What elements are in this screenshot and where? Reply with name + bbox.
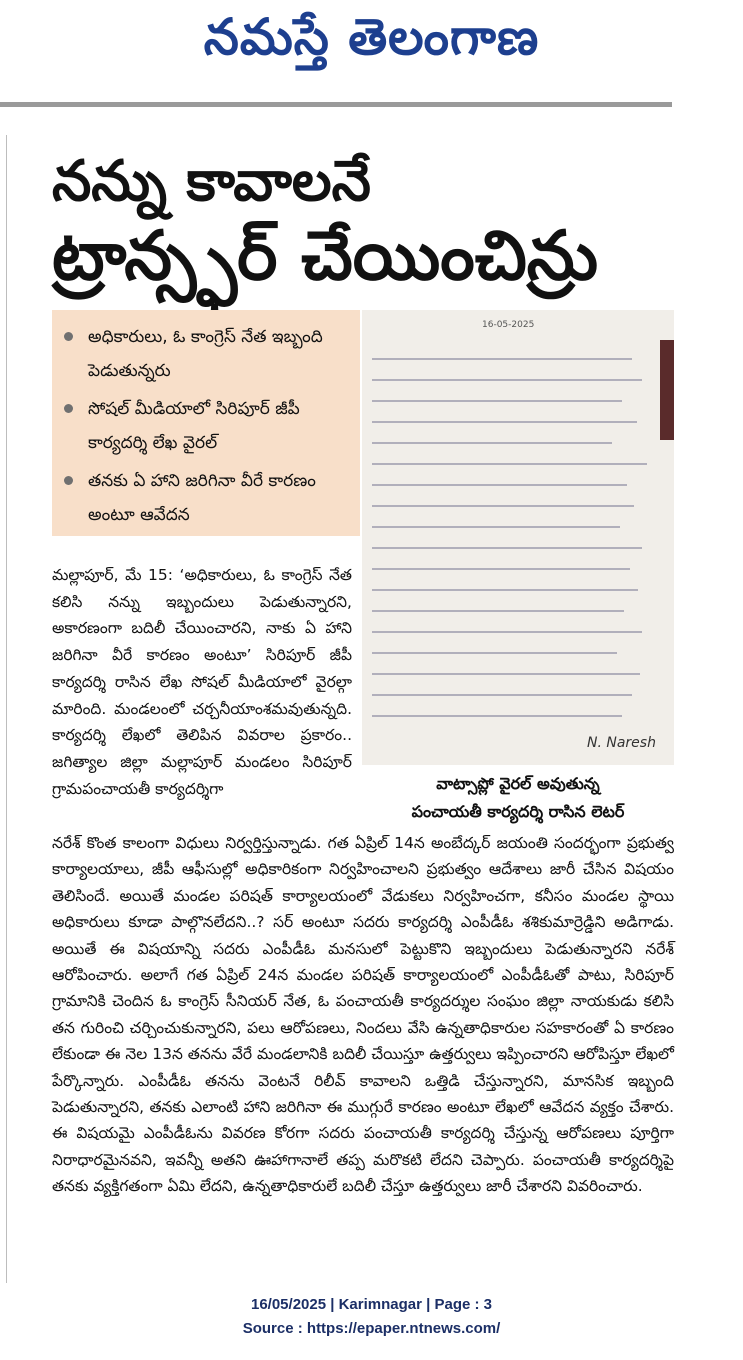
highlight-item <box>64 320 356 388</box>
masthead <box>0 0 743 100</box>
handwriting-stroke <box>372 610 624 612</box>
caption-line-1: వాట్సాప్లో వైరల్ అవుతున్న <box>436 774 600 793</box>
highlight-text: సోషల్ మీడియాలో సిరిపూర్ జీపీ కార్యదర్శి లేఖ వైరల్ <box>88 399 300 453</box>
handwriting-stroke <box>372 589 638 591</box>
highlight-text: అధికారులు, ఓ కాంగ్రెస్ నేత ఇబ్బంది పెడుతున్నరు <box>88 327 323 381</box>
headline-line-2: ట్రాన్స్ఫర్ చేయించిన్రు <box>52 217 599 296</box>
handwriting-stroke <box>372 631 642 633</box>
handwriting-stroke <box>372 526 620 528</box>
highlight-text: తనకు ఏ హాని జరిగినా వీరే కారణం అంటూ ఆవేదన <box>88 471 316 525</box>
handwriting-stroke <box>372 379 642 381</box>
article-body-intro: మల్లాపూర్, మే 15: ‘అధికారులు, ఓ కాంగ్రెస్ నేత కలిసి నన్ను ఇబ్బందులు పెడుతున్నారని, అకారణంగా బదిలీ చేయించారని, నాకు ఏ హాని జరిగినా వీరే కారణం అంటూ’ సిరిపూర్ జీపీ కార్యదర్శి రాసిన లేఖ సోషల్ మీడియాలో వైరల్గా మారింది. మండలంలో చర్చనీయాంశమవుతున్నది. కార్యదర్శి లేఖలో తెలిపిన వివరాల ప్రకారం.. జగిత్యాల జిల్లా మల్లాపూర్ మండలం సిరిపూర్ గ్రామపంచాయతీ కార్యదర్శిగా <box>52 566 352 798</box>
letter-date: 16-05-2025 <box>482 320 535 330</box>
footer-source: Source : https://epaper.ntnews.com/ <box>242 1320 501 1337</box>
handwriting-stroke <box>372 358 632 360</box>
highlight-item <box>64 392 356 460</box>
column-rule <box>6 135 7 1283</box>
handwriting-stroke <box>372 694 632 696</box>
handwriting-stroke <box>372 547 642 549</box>
letter-photo <box>362 310 674 765</box>
masthead-divider <box>0 102 672 107</box>
highlights-box <box>52 310 360 536</box>
handwriting-stroke <box>372 442 612 444</box>
headline-line-1: నన్ను కావాలనే <box>52 149 371 214</box>
article-body: నరేశ్ కొంత కాలంగా విధులు నిర్వర్తిస్తున్నాడు. గత ఏప్రిల్ 14న అంబేద్కర్ జయంతి సందర్భంగా ప్రభుత్వ కార్యాలయాలు, జీపీ ఆఫీసుల్లో అధికారికంగా నిర్వహించాలని ప్రభుత్వం ఆదేశాలు జారీ చేసిన విషయం తెలిసిందే. అయితే మండల పరిషత్ కార్యాలయంలో వేడుకలు నిర్వహించగా, కనీసం మండల స్థాయి అధికారులు కూడా పాల్గొనలేదని..? సర్ అంటూ సదరు కార్యదర్శి ఎంపీడీఓ శశికుమార్రెడ్డిని అడిగాడు. అయితే ఈ విషయాన్ని సదరు ఎంపీడీఓ మనసులో పెట్టుకొని ఇబ్బందులు పెడుతున్నారని నరేశ్ ఆరోపించారు. అలాగే గత ఏప్రిల్ 24న మండల పరిషత్ కార్యాలయంలో ఎంపీడీఓతో పాటు, సిరిపూర్ గ్రామానికి చెందిన ఓ కాంగ్రెస్ సీనియర్ నేత, ఓ పంచాయతీ కార్యదర్శుల సంఘం జిల్లా నాయకుడు కలిసి తన గురించి చర్చించుకున్నారని, పలు ఆరోపణలు, నిందలు వేసి ఉన్నతాధికారుల సహకారంతో ఏ కారణం లేకుండా ఈ నెల 13న తనను వేరే మండలానికి బదిలీ చేయిస్తూ ఉత్తర్వులు ఇప్పించారని ఆరోపిస్తూ లేఖలో పేర్కొన్నారు. ఎంపీడీఓ తనను వెంటనే రిలీవ్ కావాలని ఒత్తిడి చేస్తున్నారని, మానసిక ఇబ్బంది పెడుతున్నారని, తనకు ఎలాంటి హాని జరిగినా ఈ ముగ్గురే కారణం అంటూ లేఖలో ఆవేదన వ్యక్తం చేశారు. ఈ విషయమై ఎంపీడీఓను వివరణ కోరగా సదరు పంచాయతీ కార్యదర్శి చేస్తున్న ఆరోపణలు పూర్తిగా నిరాధారమైనవని, ఇవన్నీ అతని ఊహాగానాలే తప్ప మరొకటి లేదని చెప్పారు. పంచాయతీ కార్యదర్శిపై తనకు వ్యక్తిగతంగా ఏమి లేదని, ఉన్నతాధికారులే బదిలీ చేస్తూ ఉత్తర్వులు జారీ చేశారని వివరించారు. <box>52 834 674 1196</box>
bullet-icon <box>64 404 73 413</box>
handwriting-stroke <box>372 421 637 423</box>
masthead-title: నమస్తే తెలంగాణ <box>203 8 540 66</box>
handwriting-stroke <box>372 484 627 486</box>
handwriting-stroke <box>372 673 640 675</box>
handwriting-stroke <box>372 505 634 507</box>
handwriting-stroke <box>372 463 647 465</box>
bullet-icon <box>64 332 73 341</box>
handwriting-stroke <box>372 652 617 654</box>
photo-edge <box>660 340 674 440</box>
handwriting-stroke <box>372 400 622 402</box>
highlight-item <box>64 464 356 532</box>
letter-signature: N. Naresh <box>587 735 656 751</box>
handwriting-stroke <box>372 568 630 570</box>
footer-date-edition: 16/05/2025 | Karimnagar | Page : 3 <box>250 1296 493 1313</box>
handwriting-stroke <box>372 715 622 717</box>
caption-line-2: పంచాయతీ కార్యదర్శి రాసిన లెటర్ <box>411 802 625 821</box>
bullet-icon <box>64 476 73 485</box>
photo-caption <box>362 770 674 826</box>
